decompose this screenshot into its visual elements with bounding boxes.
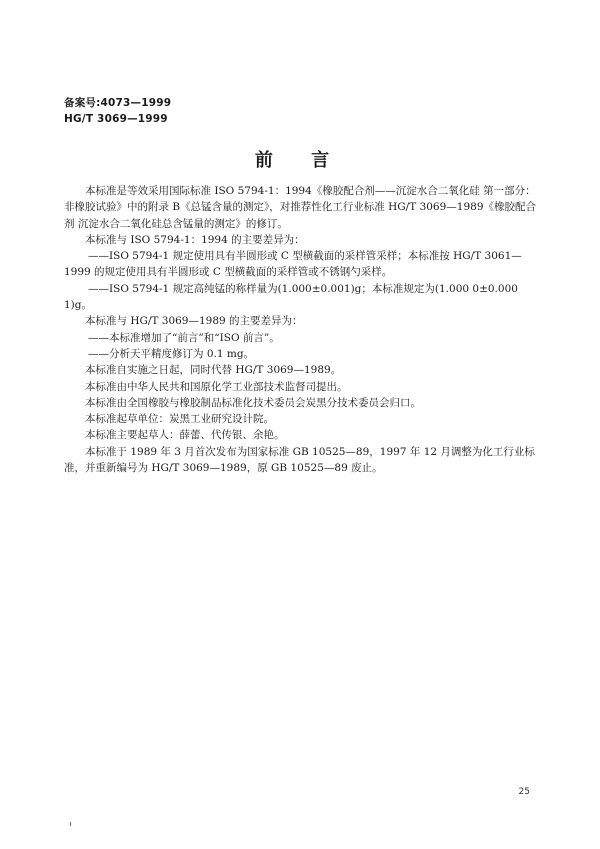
dash-item: ——分析天平精度修订为 0.1 mg。 [88, 347, 255, 360]
dash-item: ——ISO 5794-1 规定高纯锰的称样量为(1.000±0.001)g；本标准规定为(1.000 0±0.000 1)g。 [64, 282, 518, 312]
paragraph: 本标准是等效采用国际标准 ISO 5794-1：1994《橡胶配合剂——沉淀水合二氧化硅 第一部分：非橡胶试验》中的附录 B《总锰含量的测定》，对推荐性化工行业标准 HG/T 3069—1989《橡胶配合剂 沉淀水合二氧化硅总含锰量的测定》的修订。 [64, 185, 537, 230]
dash-item: ——ISO 5794-1 规定使用具有半圆形或 C 型横截面的采样管采样；本标准按 HG/T 3061—1999 的规定使用具有半圆形或 C 型横截面的采样管或不锈钢勺采样。 [64, 250, 522, 279]
paragraph: 本标准起草单位：炭黑工业研究设计院。 [85, 413, 274, 426]
foreword-body [64, 183, 544, 476]
section-title: 前 言 [254, 150, 346, 171]
paragraph: 本标准于 1989 年 3 月首次发布为国家标准 GB 10525—89，1997 年 12 月调整为化工行业标准，并重新编号为 HG/T 3069—1989，原 GB 10525—89 废止。 [64, 445, 535, 475]
paragraph: 本标准由全国橡胶与橡胶制品标准化技术委员会炭黑分技术委员会归口。 [85, 396, 421, 409]
standard-code: HG/T 3069—1999 [64, 113, 168, 125]
scan-mark [70, 822, 71, 826]
paragraph: 本标准主要起草人：薛蕾、代传银、余艳。 [85, 429, 285, 442]
document-header [64, 95, 171, 127]
paragraph: 本标准自实施之日起，同时代替 HG/T 3069—1989。 [85, 364, 342, 377]
page-number: 25 [518, 787, 530, 797]
record-number: 备案号:4073—1999 [64, 97, 172, 109]
paragraph: 本标准由中华人民共和国原化学工业部技术监督司提出。 [85, 380, 348, 393]
paragraph: 本标准与 HG/T 3069—1989 的主要差异为： [85, 315, 303, 328]
dash-item: ——本标准增加了“前言”和“ISO 前言”。 [88, 331, 280, 344]
paragraph: 本标准与 ISO 5794-1：1994 的主要差异为： [85, 233, 305, 246]
